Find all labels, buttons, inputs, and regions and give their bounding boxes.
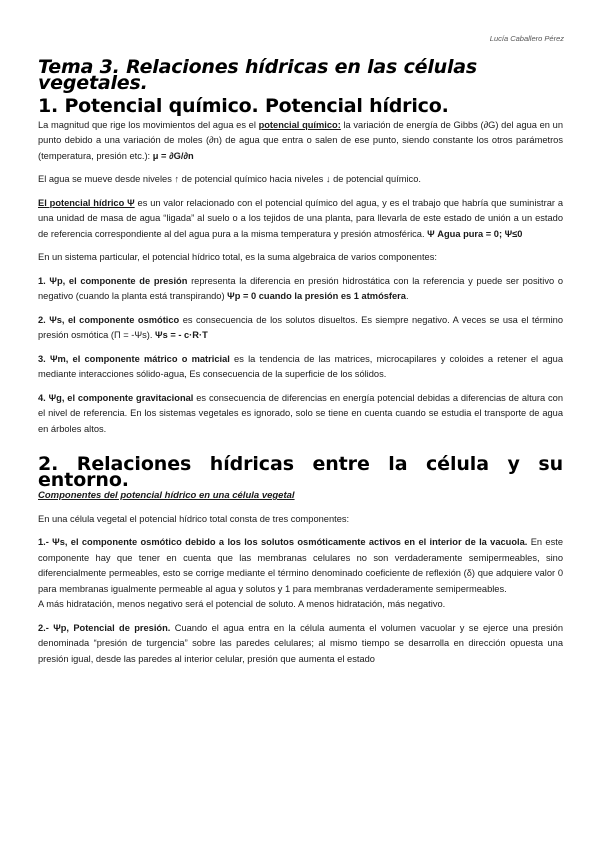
paragraph-cell-components-intro: En una célula vegetal el potencial hídrico total consta de tres componentes: — [38, 513, 350, 524]
paragraph-water-movement: El agua se mueve desde niveles ↑ de potencial químico hacia niveles ↓ de potencial químico. — [38, 174, 421, 184]
cell-component-pressure: 2.- Ψp, Potencial de presión. Cuando el agua entra en la célula aumenta el volumen vacuolar y se ejerce una presión denominada “presión de turgencia” sobre las paredes celulares; al mismo tiempo se desarrolla en dirección opuesta una presión igual, desde las paredes al interior celular, presión que aumenta el estado — [38, 622, 563, 664]
section-2-heading: 2. Relaciones hídricas entre la célula y su entorno. — [38, 453, 563, 491]
paragraph-chemical-potential: La magnitud que rige los movimientos del agua es el potencial químico: la variación de energía de Gibbs (∂G) del agua en un punto debido a una variación de moles (∂n) de agua que entra o salen de ese punto, siendo constante los otros parámetros (temperatura, presión etc.): μ = ∂G/∂n — [38, 119, 563, 161]
component-matric: 3. Ψm, el componente mátrico o matricial es la tendencia de las matrices, microcapilares y coloides a retener el agua mediante interacciones sólido-agua, Es consecuencia de la superficie de los sólidos. — [38, 353, 563, 379]
section-1-heading: 1. Potencial químico. Potencial hídrico. — [38, 95, 449, 117]
cell-component-osmotic-note: A más hidratación, menos negativo será el potencial de soluto. A menos hidratación, más negativo. — [38, 599, 446, 609]
paragraph-water-potential: El potencial hídrico Ψ es un valor relacionado con el potencial químico del agua, y es el trabajo que habría que suministrar a una unidad de masa de agua “ligada” al suelo o a los tejidos de una planta, para llevarla de este estado de unión a un estado de referencia correspondiente al del agua pura a la misma temperatura y presión atmosférica. Ψ Agua pura = 0; Ψ≤0 — [38, 197, 564, 239]
document-body — [38, 56, 564, 667]
section-2-subheading: Componentes del potencial hídrico en una célula vegetal — [38, 490, 295, 501]
cell-component-osmotic: 1.- Ψs, el componente osmótico debido a los los solutos osmóticamente activos en el interior de la vacuola. En este componente hay que tener en cuenta que las membranas celulares no son verdaderamente semipermeables, sino diferencialmente permeables, esto se corrige mediante el término denominado coeficiente de reflexión (δ) que adquiere valor 0 para membranas igualmente permeable al agua y solutos y 1 para membranas verdaderamente semipermeables. — [38, 537, 563, 594]
paragraph-components-intro: En un sistema particular, el potencial hídrico total, es la suma algebraica de varios componentes: — [38, 252, 437, 262]
component-osmotic: 2. Ψs, el componente osmótico es consecuencia de los solutos disueltos. Es siempre negativo. A veces se usa el término presión osmótica (Π = -Ψs). Ψs = - c·R·T — [38, 314, 563, 340]
author-name: Lucía Caballero Pérez — [489, 34, 564, 43]
document-title: Tema 3. Relaciones hídricas en las células vegetales. — [38, 56, 478, 94]
component-gravitational: 4. Ψg, el componente gravitacional es consecuencia de diferencias en energía potencial debidas a diferencias de altura con el nivel de referencia. En los sistemas vegetales es ignorado, solo se tiene en cuenta cuando se estudia el transporte de agua en árboles altos. — [38, 392, 564, 434]
component-pressure: 1. Ψp, el componente de presión representa la diferencia en presión hidrostática con la referencia y puede ser positivo o negativo (cuando la planta está transpirando) Ψp = 0 cuando la presión es 1 atmósfera. — [38, 275, 563, 301]
